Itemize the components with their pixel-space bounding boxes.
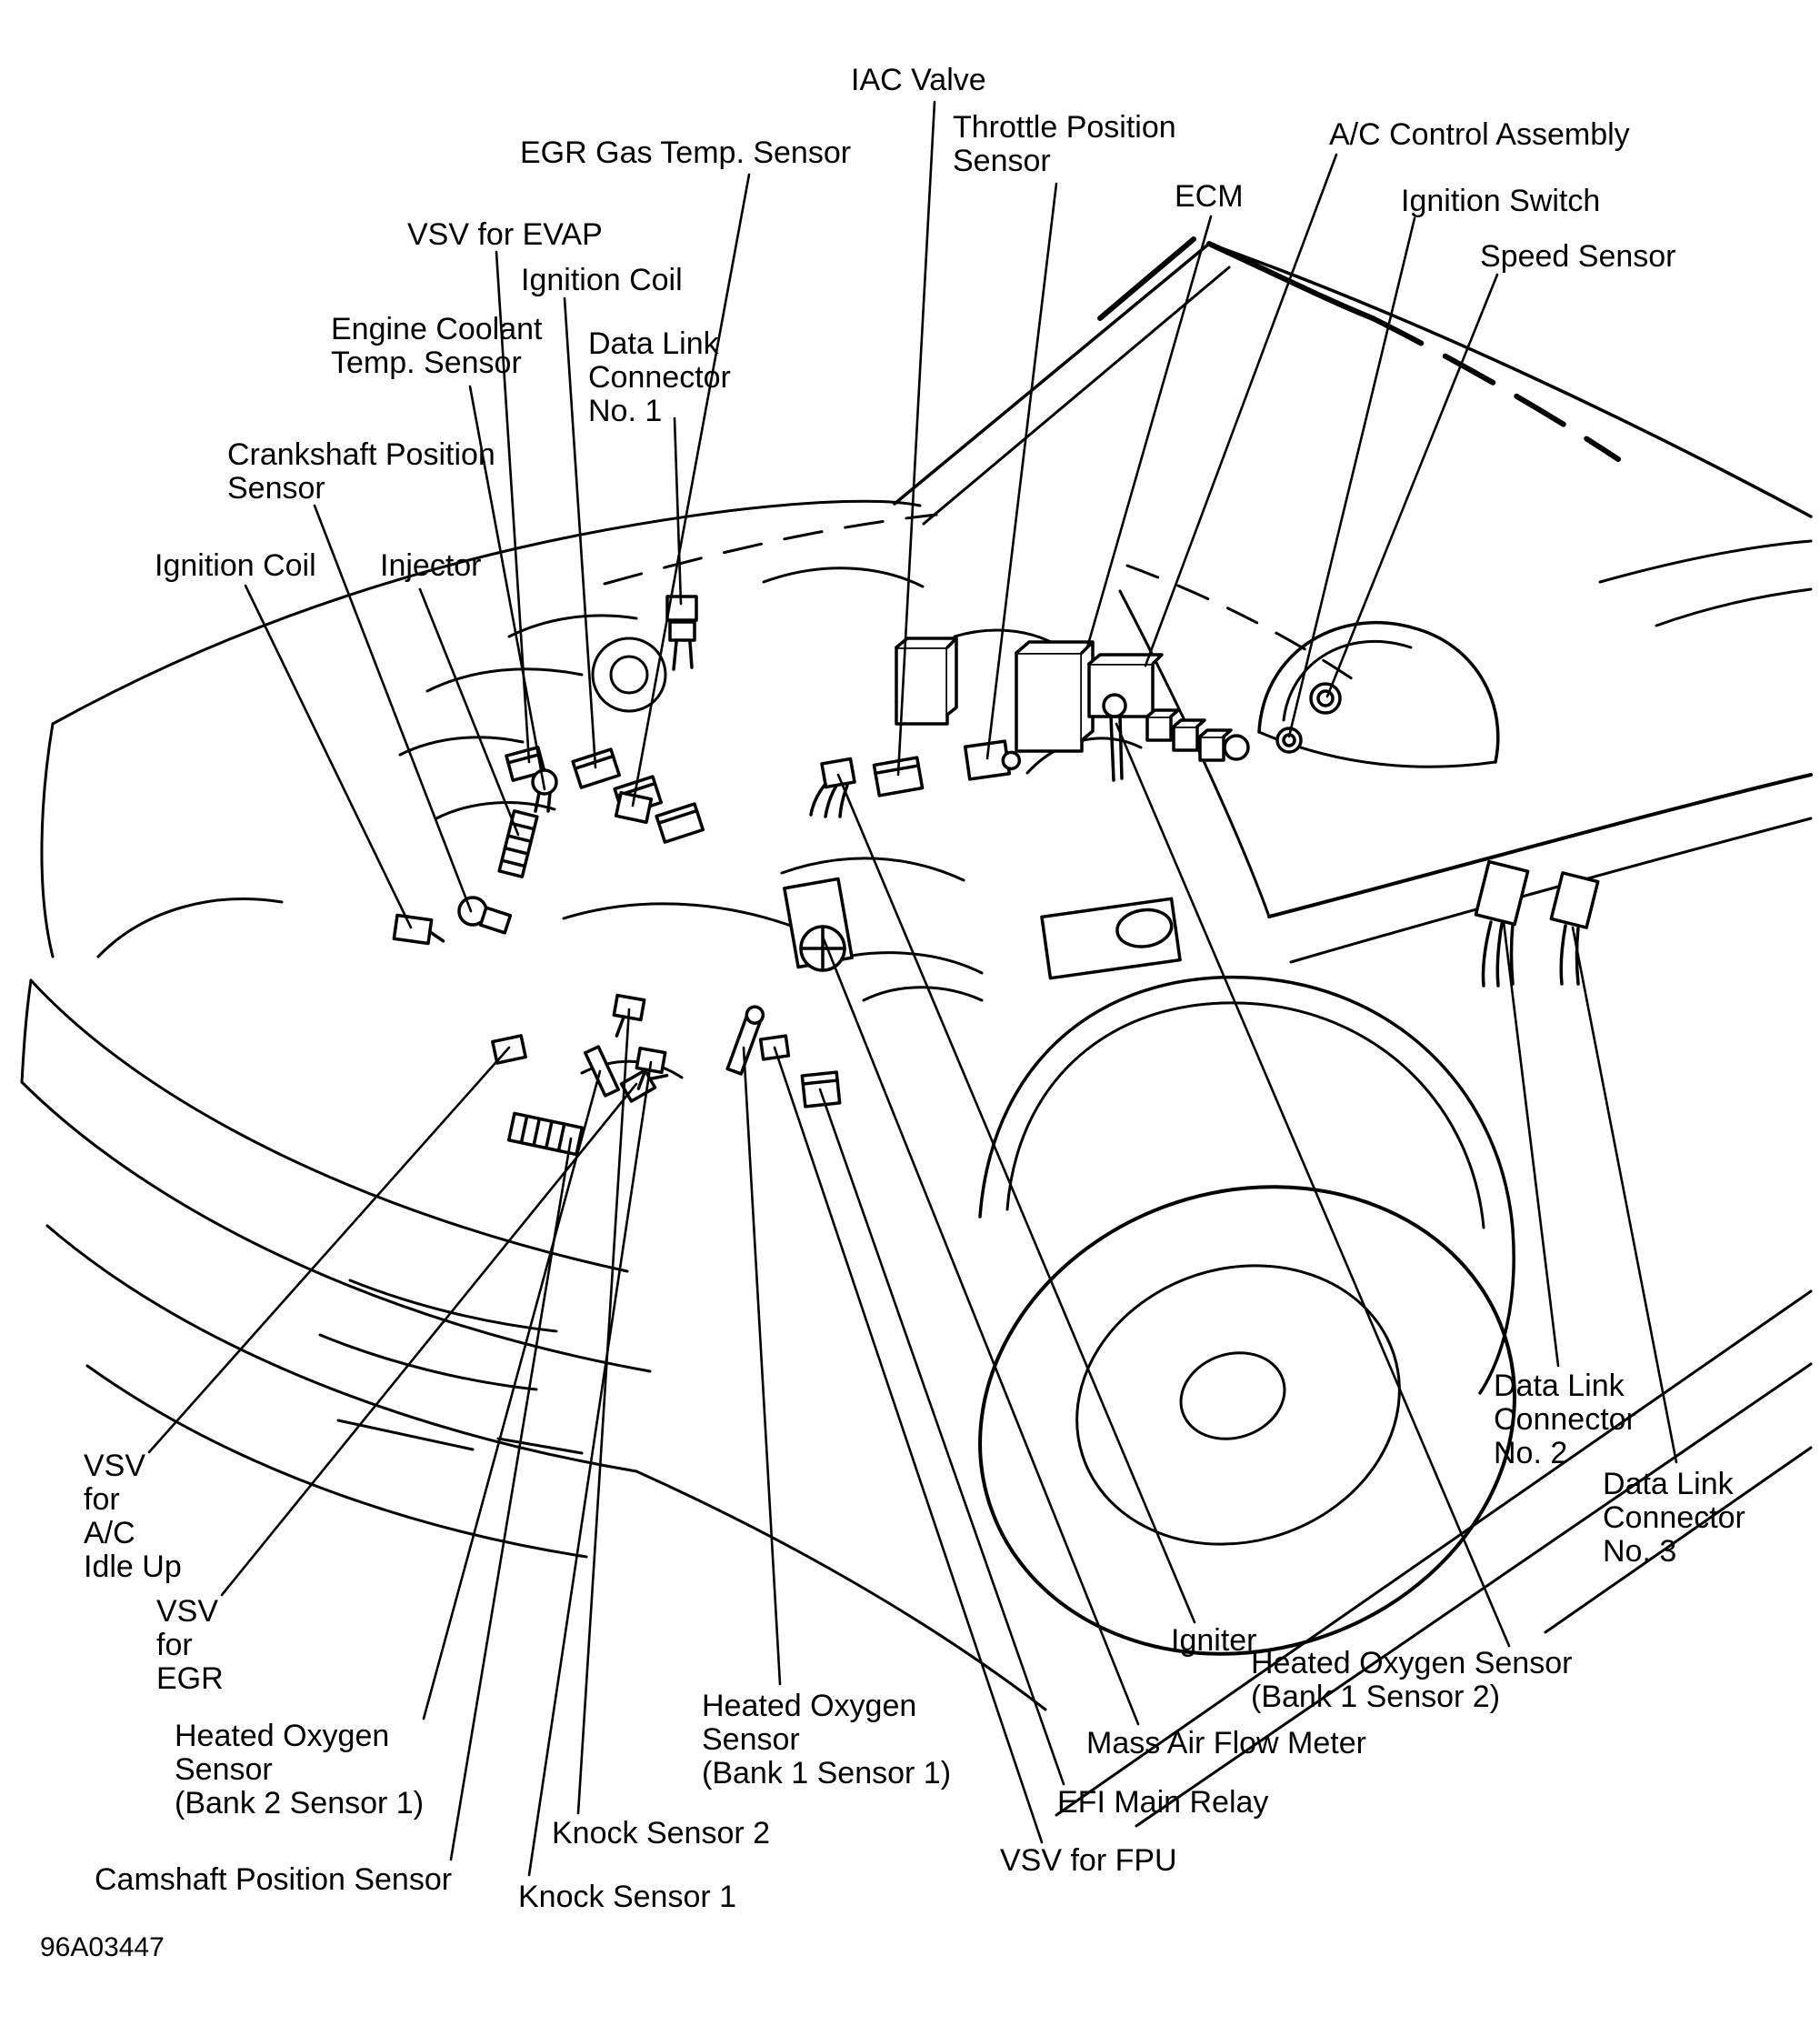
- label-ignition-switch: Ignition Switch: [1401, 184, 1601, 218]
- leader-knock-sensor-1: [529, 1062, 651, 1875]
- label-throttle-position-sensor: Throttle Position Sensor: [953, 110, 1176, 178]
- camshaft-sensor-glyph: [509, 1113, 583, 1154]
- label-knock-sensor-2: Knock Sensor 2: [552, 1816, 771, 1850]
- data-link-connector1-glyph: [667, 597, 696, 669]
- label-vsv-for-ac-idle-up: VSV for A/C Idle Up: [84, 1449, 182, 1584]
- label-ignition-coil-upper: Ignition Coil: [521, 263, 683, 297]
- label-data-link-connector-no1: Data Link Connector No. 1: [588, 326, 731, 428]
- label-efi-main-relay: EFI Main Relay: [1057, 1785, 1269, 1820]
- leader-heated-o2-b1s2: [1116, 724, 1509, 1646]
- data-link-connector3-glyph: [1551, 873, 1597, 984]
- leader-ignition-switch: [1289, 218, 1415, 737]
- leader-efi-main-relay: [820, 1089, 1064, 1784]
- label-vsv-for-fpu: VSV for FPU: [1000, 1843, 1177, 1878]
- leader-heated-o2-b1s1: [744, 1048, 780, 1684]
- injector-glyph: [499, 811, 537, 877]
- ecm-glyph: [1016, 642, 1093, 751]
- leader-ecm: [1087, 216, 1211, 647]
- igniter-glyph: [811, 758, 855, 817]
- label-engine-coolant-temp-sensor: Engine Coolant Temp. Sensor: [331, 312, 543, 380]
- label-knock-sensor-1: Knock Sensor 1: [518, 1880, 737, 1914]
- label-ecm: ECM: [1175, 179, 1244, 214]
- leader-camshaft-position-sensor: [451, 1138, 571, 1860]
- label-ignition-coil-left: Ignition Coil: [155, 548, 316, 583]
- ignition-coil-glyph: [656, 804, 703, 842]
- speed-sensor-glyph: [1311, 684, 1340, 713]
- label-heated-o2-bank1-sensor1: Heated Oxygen Sensor (Bank 1 Sensor 1): [702, 1689, 952, 1790]
- mass-air-flow-meter-glyph: [785, 878, 852, 970]
- label-ac-control-assembly: A/C Control Assembly: [1329, 117, 1630, 152]
- coolant-temp-sensor-glyph: [533, 770, 556, 811]
- label-heated-o2-bank2-sensor1: Heated Oxygen Sensor (Bank 2 Sensor 1): [175, 1719, 425, 1820]
- leader-heated-o2-b2s1: [424, 1071, 600, 1719]
- label-injector: Injector: [380, 548, 482, 583]
- label-data-link-connector-no2: Data Link Connector No. 2: [1494, 1369, 1636, 1470]
- label-crankshaft-position-sensor: Crankshaft Position Sensor: [227, 437, 495, 506]
- leader-ac-control-assembly: [1145, 155, 1336, 666]
- ignition-coil-left-glyph: [394, 915, 445, 945]
- leader-vsv-for-egr: [222, 1084, 636, 1595]
- label-egr-gas-temp-sensor: EGR Gas Temp. Sensor: [520, 135, 852, 170]
- label-vsv-for-evap: VSV for EVAP: [407, 217, 603, 252]
- round-connector-glyph: [1225, 736, 1248, 759]
- label-vsv-for-egr: VSV for EGR: [156, 1594, 224, 1696]
- leader-knock-sensor-2: [578, 1009, 629, 1813]
- leader-vsv-for-ac-idle-up: [149, 1048, 509, 1452]
- label-iac-valve: IAC Valve: [851, 63, 986, 97]
- leader-injector: [420, 589, 518, 835]
- data-link-connector2-glyph: [1475, 862, 1527, 986]
- label-igniter: Igniter: [1171, 1623, 1257, 1658]
- heated-o2-b2s1-glyph: [585, 1047, 618, 1096]
- battery-glyph: [1042, 898, 1180, 978]
- figure-id: 96A03447: [40, 1932, 165, 1962]
- label-mass-air-flow-meter: Mass Air Flow Meter: [1086, 1726, 1366, 1760]
- label-camshaft-position-sensor: Camshaft Position Sensor: [95, 1862, 453, 1897]
- label-speed-sensor: Speed Sensor: [1480, 239, 1676, 274]
- leader-ignition-coil-left: [245, 586, 411, 928]
- throttle-position-sensor-glyph: [965, 739, 1021, 779]
- label-heated-o2-bank1-sensor2: Heated Oxygen Sensor (Bank 1 Sensor 2): [1251, 1646, 1573, 1714]
- label-data-link-connector-no3: Data Link Connector No. 3: [1603, 1467, 1745, 1569]
